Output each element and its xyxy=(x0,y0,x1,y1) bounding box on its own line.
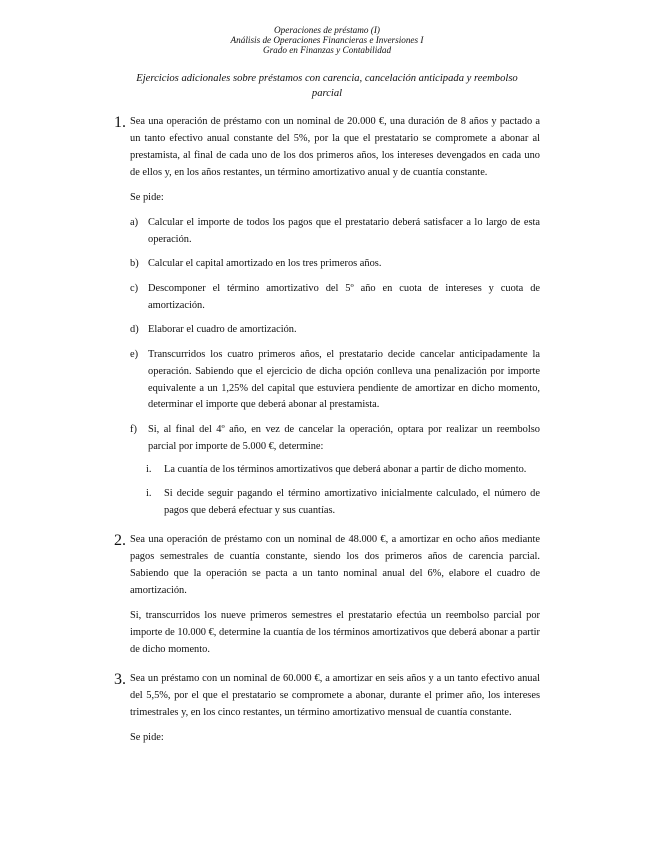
exercise-number: 2. xyxy=(114,532,126,550)
item-text: Elaborar el cuadro de amortización. xyxy=(148,324,297,336)
exercise-1 xyxy=(114,114,540,519)
exercise-statement: Sea una operación de préstamo con un nominal de 20.000 €, una duración de 8 años y pactado a un tanto efectivo anual constante del 5%, por la que el prestatario se compromete a abonar al prestamista, al final de cada uno de los dos primeros años, los intereses devengados en cada uno de ellos y, en los años restantes, un término amortizativo anual y de cuantía constante. xyxy=(130,116,540,178)
document-subtitle: Ejercicios adicionales sobre préstamos con carencia, cancelación anticipada y reembolso parcial xyxy=(136,73,518,100)
item-text: Si, al final del 4º año, en vez de cancelar la operación, optara por realizar un reembolso parcial por importe de 5.000 €, determine: xyxy=(148,423,540,452)
header-subject: Análisis de Operaciones Financieras e Inversiones I xyxy=(230,34,424,45)
item-text: Calcular el importe de todos los pagos que el prestatario deberá satisfacer a lo largo de esta operación. xyxy=(148,216,540,245)
se-pide-label: Se pide: xyxy=(130,732,164,744)
item-label: c) xyxy=(130,283,139,295)
question-item-c xyxy=(130,281,540,314)
sub-item-text: Si decide seguir pagando el término amortizativo inicialmente calculado, el número de pagos que deberá efectuar y sus cuantías. xyxy=(164,488,540,516)
item-label: f) xyxy=(130,423,137,435)
exercise-number: 1. xyxy=(114,114,126,132)
sub-item-label: i. xyxy=(146,488,152,500)
header-course-topic: Operaciones de préstamo (I) xyxy=(274,25,380,35)
question-item-e xyxy=(130,347,540,414)
sub-item-1 xyxy=(146,462,540,479)
question-item-d xyxy=(130,322,540,339)
exercise-number: 3. xyxy=(114,671,126,689)
exercise-statement: Sea una operación de préstamo con un nominal de 48.000 €, a amortizar en ocho años mediante pagos semestrales de cuantía constante, siendo los dos primeros años de carencia parcial. Sabiendo que la operación se pacta a un tanto nominal anual del 6%, elabore el cuadro de amortización. xyxy=(130,534,540,596)
exercise-statement: Sea un préstamo con un nominal de 60.000 €, a amortizar en seis años y a un tanto efectivo anual del 5,5%, por el que el prestatario se compromete a abonar, durante el primer año, los intereses trimestrales y, en los cinco restantes, un término amortizativo mensual de cuantía constante. xyxy=(130,673,540,718)
exercise-3 xyxy=(114,671,540,747)
se-pide-label: Se pide: xyxy=(130,192,164,204)
sub-item-label: i. xyxy=(146,464,152,476)
exercise-follow-up: Si, transcurridos los nueve primeros semestres el prestatario efectúa un reembolso parcial por importe de 10.000 €, determine la cuantía de los términos amortizativos que deberá abonar a partir de dicho momento. xyxy=(130,610,540,655)
sub-item-2 xyxy=(146,486,540,519)
item-label: a) xyxy=(130,216,139,228)
item-text: Calcular el capital amortizado en los tres primeros años. xyxy=(148,258,382,270)
item-text: Descomponer el término amortizativo del 5º año en cuota de intereses y cuota de amortización. xyxy=(148,283,540,311)
item-label: b) xyxy=(130,258,139,270)
header-degree: Grado en Finanzas y Contabilidad xyxy=(262,44,392,55)
item-label: e) xyxy=(130,349,139,361)
sub-item-text: La cuantía de los términos amortizativos que deberá abonar a partir de dicho momento. xyxy=(164,464,527,476)
exercise-2 xyxy=(114,532,540,658)
question-item-b xyxy=(130,256,540,273)
item-label: d) xyxy=(130,324,139,336)
document-header xyxy=(114,26,540,55)
question-item-a xyxy=(130,215,540,248)
item-text: Transcurridos los cuatro primeros años, el prestatario decide cancelar anticipadamente la operación. Sabiendo que el ejercicio de dicha opción conlleva una penalización por importe equivalente a un 1,25% del capital que estuviera pendiente de amortizar en dicho momento, determinar el importe que deberá abonar al prestamista. xyxy=(148,349,540,411)
question-item-f xyxy=(130,422,540,455)
